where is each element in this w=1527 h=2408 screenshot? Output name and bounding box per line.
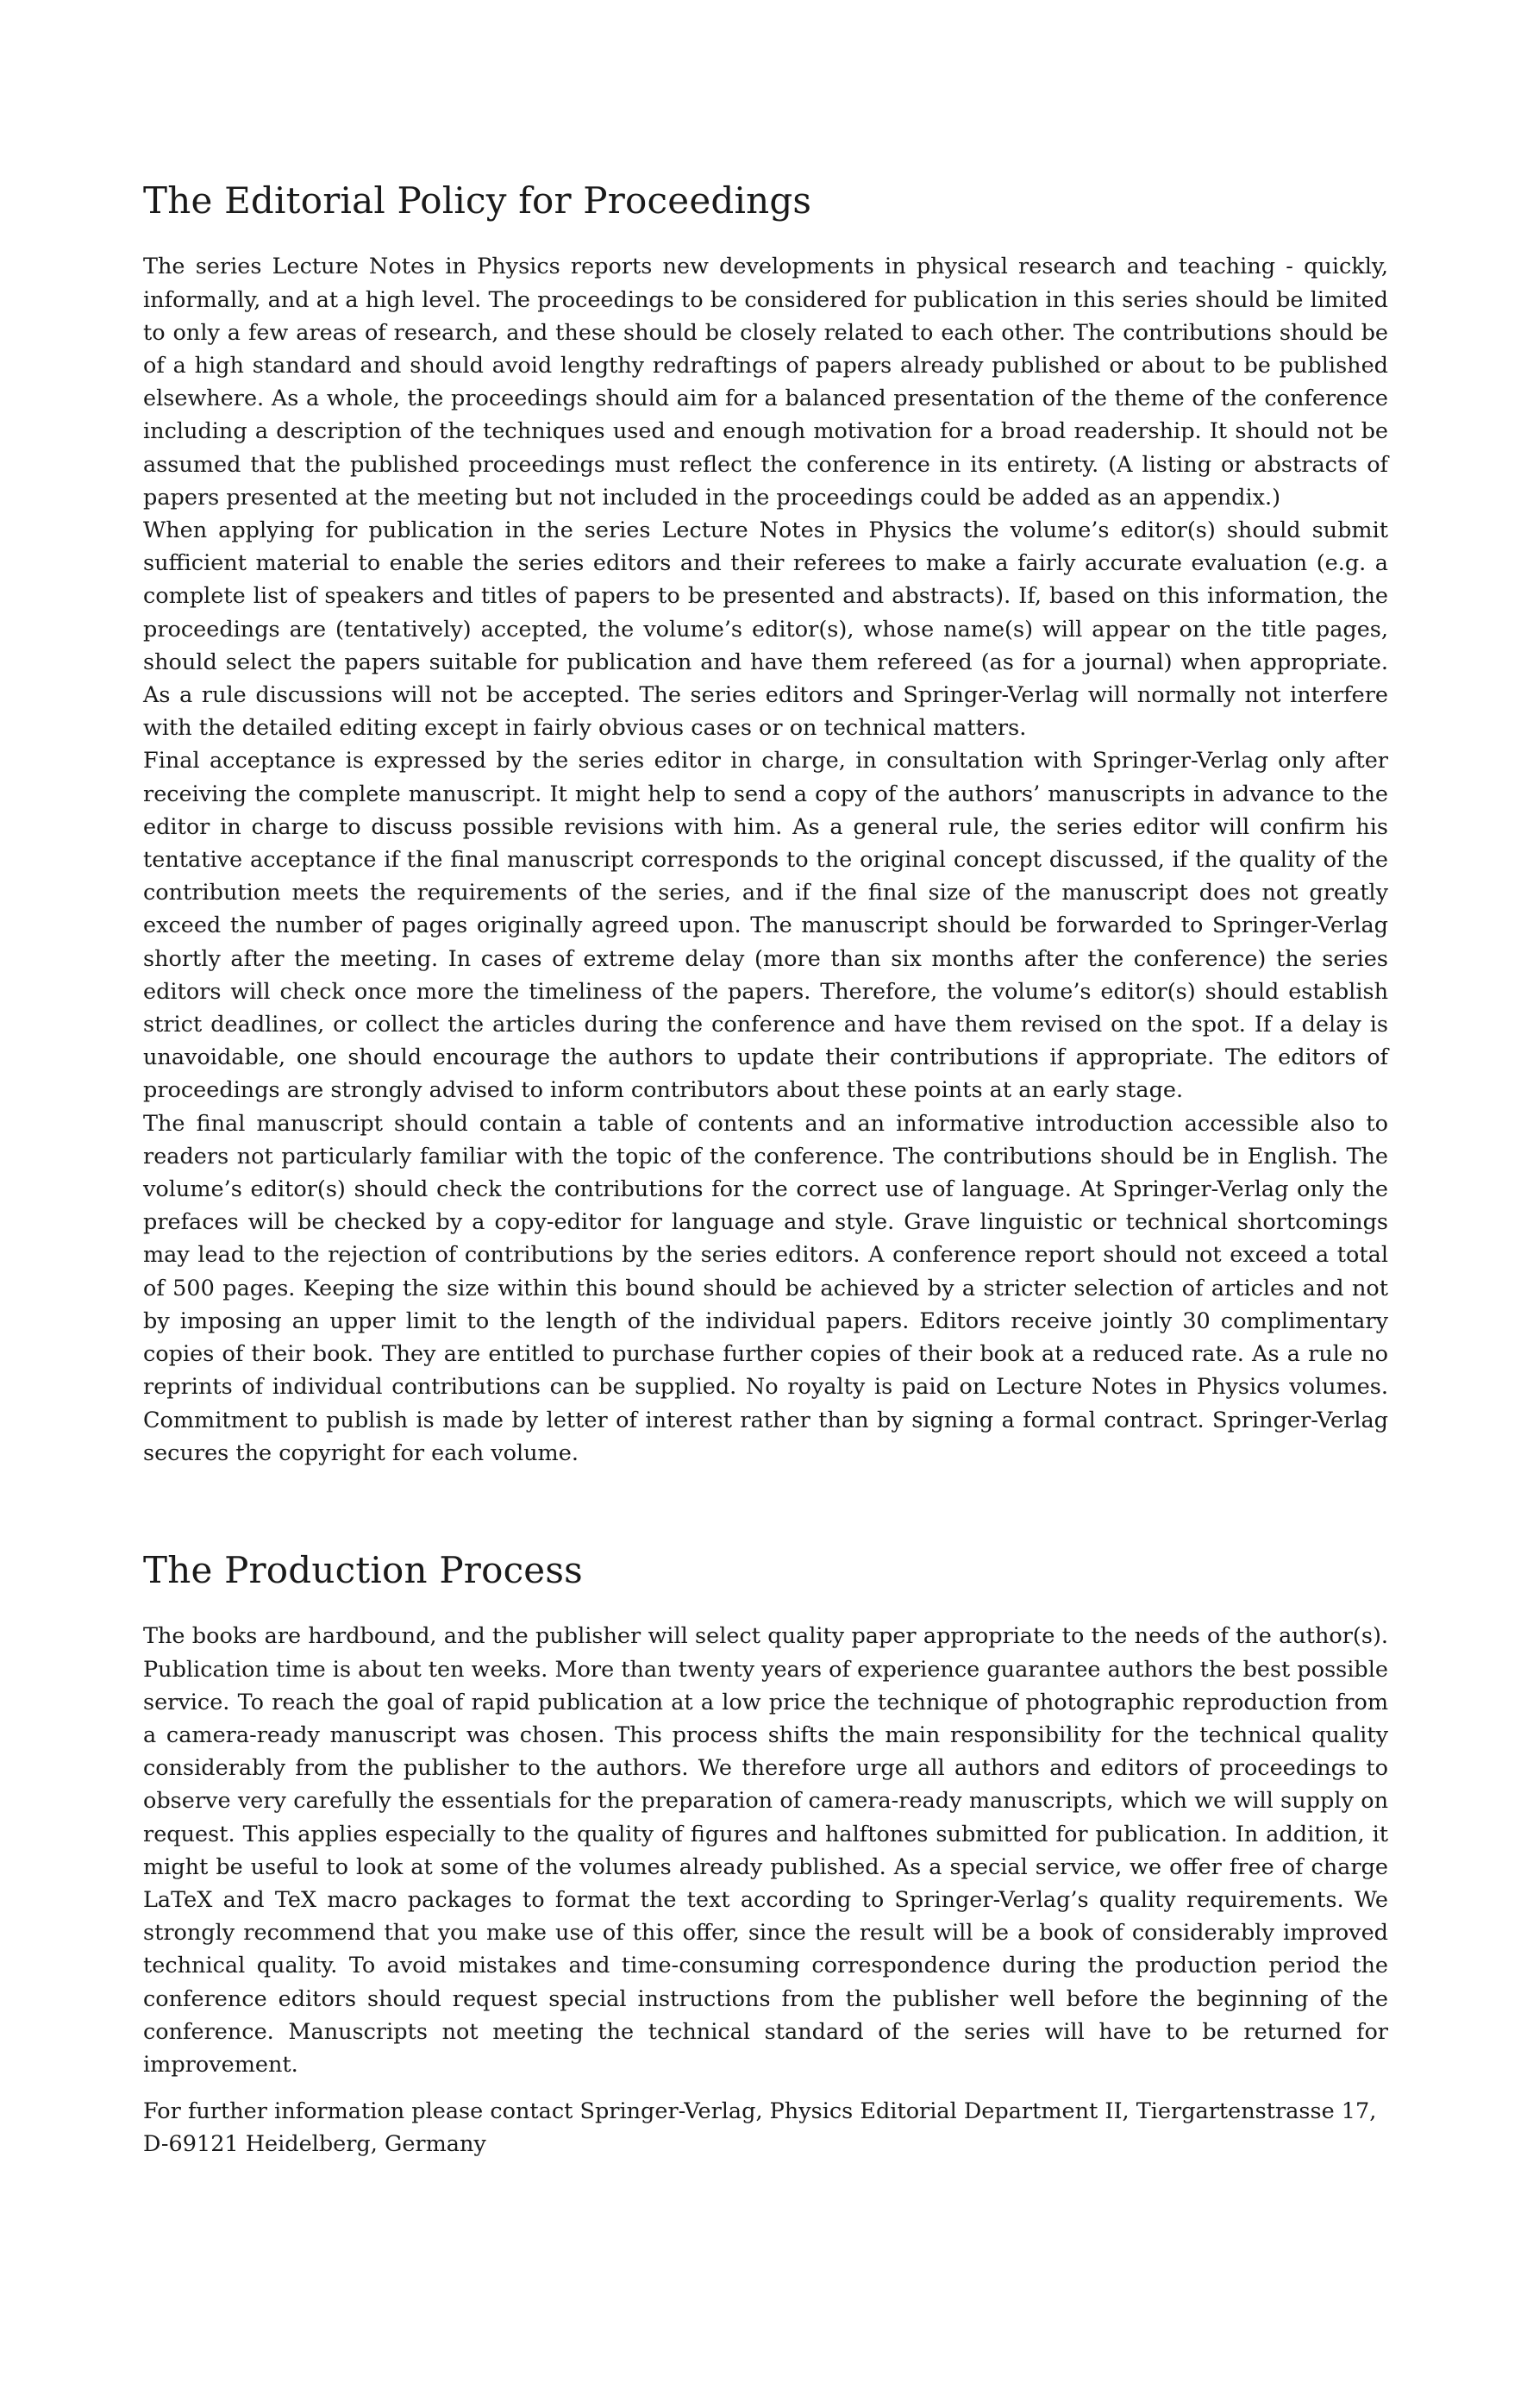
document-page <box>143 164 1388 2161</box>
tex-logo: TeX <box>274 1886 317 1913</box>
editorial-paragraph-4: The final manuscript should contain a table of contents and an informative introduction accessible also to readers not particularly familiar with the topic of the conference. The contributions should be in English. The volume’s editor(s) should check the contributions for the correct use of language. At Springer-Verlag only the prefaces will be checked by a copy-editor for language and style. Grave linguistic or technical shortcomings may lead to the rejection of contributions by the series editors. A conference report should not exceed a total of 500 pages. Keeping the size within this bound should be achieved by a stricter selection of articles and not by imposing an upper limit to the length of the individual papers. Editors receive jointly 30 complimentary copies of their book. They are entitled to purchase further copies of their book at a reduced rate. As a rule no reprints of individual contributions can be supplied. No royalty is paid on Lecture Notes in Physics volumes. Commitment to publish is made by letter of interest rather than by signing a formal contract. Springer-Verlag secures the copyright for each volume. <box>143 1110 1388 1466</box>
contact-line-2: D-69121 Heidelberg, Germany <box>143 2131 486 2158</box>
production-text-part-1: The books are hardbound, and the publisher will select quality paper appropriate to the needs of the author(s). Publication time is about ten weeks. More than twenty years of experience guarantee authors the best possible service. To reach the goal of rapid publication at a low price the technique of photographic reproduction from a camera-ready manuscript was chosen. This process shifts the main responsibility for the technical quality considerably from the publisher to the authors. We therefore urge all authors and editors of proceedings to observe very carefully the essentials for the preparation of camera-ready manuscripts, which we will supply on request. This applies especially to the quality of figures and halftones submitted for publication. In addition, it might be useful to look at some of the volumes already published. As a special service, we offer free of charge <box>143 1623 1388 1880</box>
production-paragraph <box>143 1620 1388 2081</box>
editorial-paragraph-3: Final acceptance is expressed by the series editor in charge, in consultation with Springer-Verlag only after receiving the complete manuscript. It might help to send a copy of the authors’ manuscripts in advance to the editor in charge to discuss possible revisions with him. As a general rule, the series editor will confirm his tentative acceptance if the final manuscript corresponds to the original concept discussed, if the quality of the contribution meets the requirements of the series, and if the final size of the manuscript does not greatly exceed the number of pages originally agreed upon. The manuscript should be forwarded to Springer-Verlag shortly after the meeting. In cases of extreme delay (more than six months after the conference) the series editors will check once more the timeliness of the papers. Therefore, the volume’s editor(s) should establish strict deadlines, or collect the articles during the conference and have them revised on the spot. If a delay is unavoidable, one should encourage the authors to update their contributions if appropriate. The editors of proceedings are strongly advised to inform contributors about these points at an early stage. <box>143 748 1388 1104</box>
production-text-part-2: macro packages to format the text according to Springer-Verlag’s quality requirements. We strongly recommend that you make use of this offer, since the result will be a book of considerably improved technical quality. To avoid mistakes and time-consuming correspondence during the production period the conference editors should request special instructions from the publisher well before the beginning of the conference. Manuscripts not meeting the technical standard of the series will have to be returned for improvement. <box>143 1886 1388 2078</box>
production-process-heading: The Production Process <box>143 1548 583 1591</box>
production-process-body <box>143 1620 1388 2160</box>
and-word: and <box>222 1886 265 1913</box>
contact-line-1: For further information please contact Springer-Verlag, Physics Editorial Department II, Tiergartenstrasse 17, <box>143 2098 1377 2125</box>
editorial-policy-heading: The Editorial Policy for Proceedings <box>143 179 812 222</box>
editorial-policy-body <box>143 250 1388 1470</box>
contact-information <box>143 2095 1388 2160</box>
latex-logo: LaTeX <box>143 1886 213 1913</box>
editorial-paragraph-2: When applying for publication in the series Lecture Notes in Physics the volume’s editor(s) should submit sufficient material to enable the series editors and their referees to make a fairly accurate evaluation (e.g. a complete list of speakers and titles of papers to be presented and abstracts). If, based on this information, the proceedings are (tentatively) accepted, the volume’s editor(s), whose name(s) will appear on the title pages, should select the papers suitable for publication and have them refereed (as for a journal) when appropriate. As a rule discussions will not be accepted. The series editors and Springer-Verlag will normally not interfere with the detailed editing except in fairly obvious cases or on technical matters. <box>143 517 1388 742</box>
editorial-paragraph-1: The series Lecture Notes in Physics reports new developments in physical research and teaching - quickly, informally, and at a high level. The proceedings to be considered for publication in this series should be limited to only a few areas of research, and these should be closely related to each other. The contributions should be of a high standard and should avoid lengthy redraftings of papers already published or about to be published elsewhere. As a whole, the proceedings should aim for a balanced presentation of the theme of the conference including a description of the techniques used and enough motivation for a broad readership. It should not be assumed that the published proceedings must reflect the conference in its entirety. (A listing or abstracts of papers presented at the meeting but not included in the proceedings could be added as an appendix.) <box>143 254 1388 511</box>
